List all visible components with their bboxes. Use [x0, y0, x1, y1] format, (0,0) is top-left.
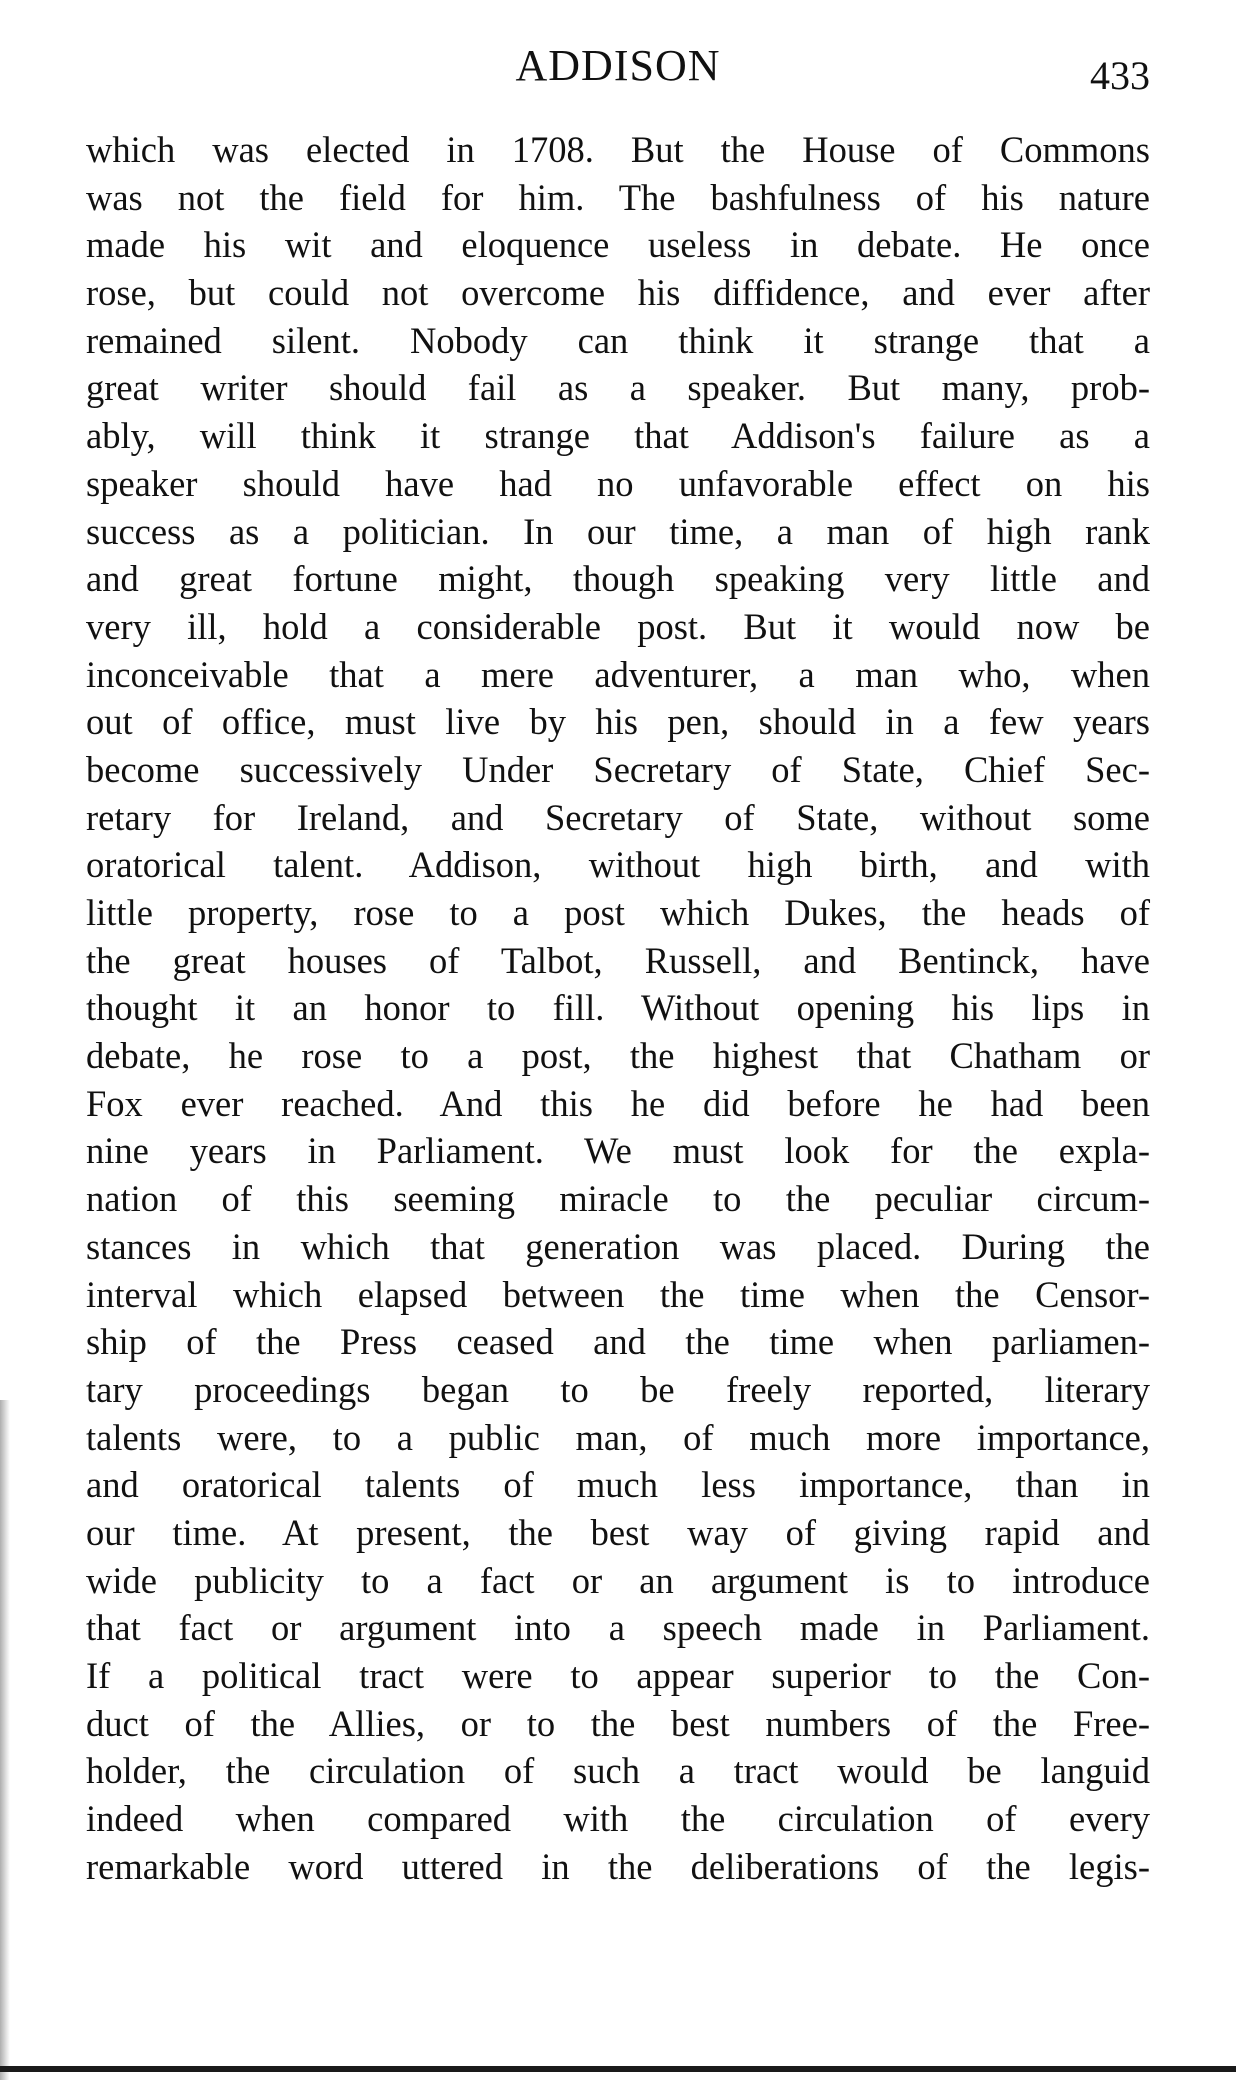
running-title: ADDISON: [515, 41, 721, 90]
text-line: very ill, hold a considerable post. But it would now be: [86, 605, 1150, 647]
text-line: remained silent. Nobody can think it strange that a: [86, 319, 1150, 361]
text-line: that fact or argument into a speech made in Parliament.: [86, 1607, 1150, 1649]
bottom-rule: [0, 2066, 1236, 2072]
text-line: little property, rose to a post which Dukes, the heads of: [86, 892, 1150, 933]
text-line: our time. At present, the best way of giving rapid and: [86, 1511, 1150, 1553]
body-text: [86, 126, 1150, 1890]
text-line: and great fortune might, though speaking very little and: [86, 558, 1150, 600]
text-line: great writer should fail as a speaker. But many, prob-: [86, 367, 1150, 409]
text-line: remarkable word uttered in the deliberations of the legis-: [86, 1845, 1150, 1887]
text-line: duct of the Allies, or to the best numbers of the Free-: [86, 1702, 1150, 1744]
text-line: was not the field for him. The bashfulness of his nature: [86, 176, 1150, 218]
text-line: thought it an honor to fill. Without opening his lips in: [86, 987, 1150, 1029]
text-line: talents were, to a public man, of much more importance,: [86, 1416, 1150, 1458]
text-line: tary proceedings began to be freely reported, literary: [86, 1368, 1150, 1410]
text-line: Fox ever reached. And this he did before he had been: [86, 1082, 1150, 1124]
text-line: made his wit and eloquence useless in debate. He once: [86, 224, 1150, 266]
text-line: speaker should have had no unfavorable effect on his: [86, 462, 1150, 504]
text-line: debate, he rose to a post, the highest that Chatham or: [86, 1035, 1150, 1077]
text-line: become successively Under Secretary of State, Chief Sec-: [86, 748, 1150, 790]
text-line: wide publicity to a fact or an argument is to introduce: [86, 1559, 1150, 1601]
text-line: the great houses of Talbot, Russell, and Bentinck, have: [86, 939, 1150, 981]
text-line: interval which elapsed between the time when the Censor-: [86, 1273, 1150, 1315]
text-line: nine years in Parliament. We must look for the expla-: [86, 1130, 1150, 1172]
text-line: and oratorical talents of much less importance, than in: [86, 1464, 1150, 1506]
text-line: oratorical talent. Addison, without high birth, and with: [86, 844, 1150, 886]
page-number: 433: [1090, 53, 1150, 98]
text-line: If a political tract were to appear superior to the Con-: [86, 1655, 1150, 1696]
text-line: inconceivable that a mere adventurer, a man who, when: [86, 653, 1150, 695]
text-line: out of office, must live by his pen, should in a few years: [86, 701, 1150, 743]
page-edge-shadow: [0, 1400, 10, 2080]
text-line: ably, will think it strange that Addison's failure as a: [86, 415, 1150, 457]
text-line: ship of the Press ceased and the time when parliamen-: [86, 1321, 1150, 1363]
text-line: nation of this seeming miracle to the peculiar circum-: [86, 1178, 1150, 1220]
text-line: indeed when compared with the circulation of every: [86, 1798, 1150, 1840]
text-line: retary for Ireland, and Secretary of State, without some: [86, 796, 1150, 838]
text-line: holder, the circulation of such a tract would be languid: [86, 1750, 1150, 1792]
text-line: rose, but could not overcome his diffidence, and ever after: [86, 272, 1150, 314]
text-line: which was elected in 1708. But the House of Commons: [86, 129, 1150, 170]
text-line: success as a politician. In our time, a man of high rank: [86, 510, 1150, 552]
text-line: stances in which that generation was placed. During the: [86, 1225, 1150, 1267]
running-head: [86, 40, 1150, 100]
